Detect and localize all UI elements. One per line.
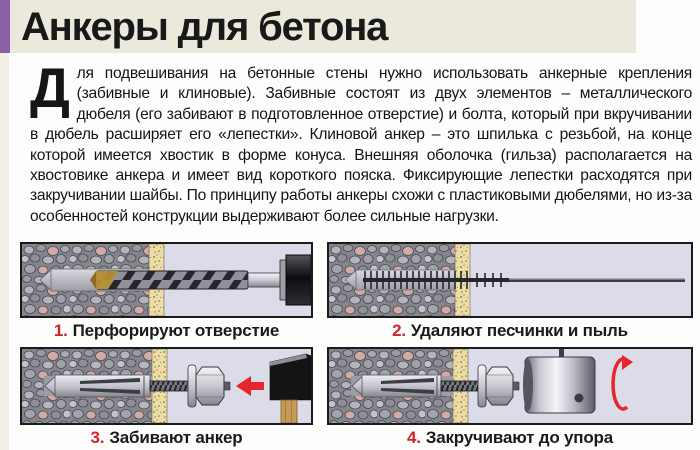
left-margin-strip xyxy=(0,0,9,450)
anchor-bolt-thread xyxy=(441,381,480,391)
step-panel-3 xyxy=(20,347,313,425)
step-label: Закручивают до упора xyxy=(425,428,613,447)
socket-wrench-icon xyxy=(523,349,595,413)
anchor-sleeve xyxy=(352,375,441,397)
drill-bit-icon xyxy=(90,271,248,289)
page-title: Анкеры для бетона xyxy=(21,5,388,49)
step-number: 4. xyxy=(407,428,421,447)
drop-cap: Д xyxy=(30,56,70,119)
title-band xyxy=(0,0,636,53)
step-caption-3 xyxy=(20,428,313,448)
step-label: Перфорируют отверстие xyxy=(72,321,280,340)
title-accent-bar xyxy=(0,0,10,53)
step-panel-1 xyxy=(20,242,313,318)
step-number: 2. xyxy=(392,321,406,340)
step-number: 1. xyxy=(53,321,68,340)
drill-chuck xyxy=(280,255,311,305)
intro-text: ля подвешивания на бетонные стены нужно использовать анкерные крепления (забивные и клиновые). Забивные состоят из двух элементов – металлического дюбеля (его забивают в подготовленное отверстие) и болта, который при вкручивании в дюбель расширяет его «лепестки». Клиновой анкер – это шпилька с резьбой, на конце которой имеется хвостик в форме конуса. Внешняя оболочка (гильза) располагается на хвостовике анкера и имеет вид короткого пояска. Фиксирующие лепестки расходятся при закручивании шайбы. По принципу работы анкеры схожи с пластиковыми дюбелями, но из-за особенностей конструкции выдерживают более сильные нагрузки. xyxy=(30,65,692,225)
anchor-sleeve xyxy=(45,375,150,397)
drill-shaft xyxy=(248,273,284,287)
step-caption-4 xyxy=(327,428,693,448)
step-panel-4 xyxy=(327,347,693,425)
intro-paragraph xyxy=(30,56,692,227)
step-caption-1 xyxy=(20,321,313,341)
step-label: Забивают анкер xyxy=(109,428,243,447)
anchor-bolt-thread xyxy=(150,381,190,391)
step-number: 3. xyxy=(90,428,105,447)
step-caption-2 xyxy=(327,321,693,341)
step-panel-2 xyxy=(327,242,693,318)
step-label: Удаляют песчинки и пыль xyxy=(410,321,628,340)
